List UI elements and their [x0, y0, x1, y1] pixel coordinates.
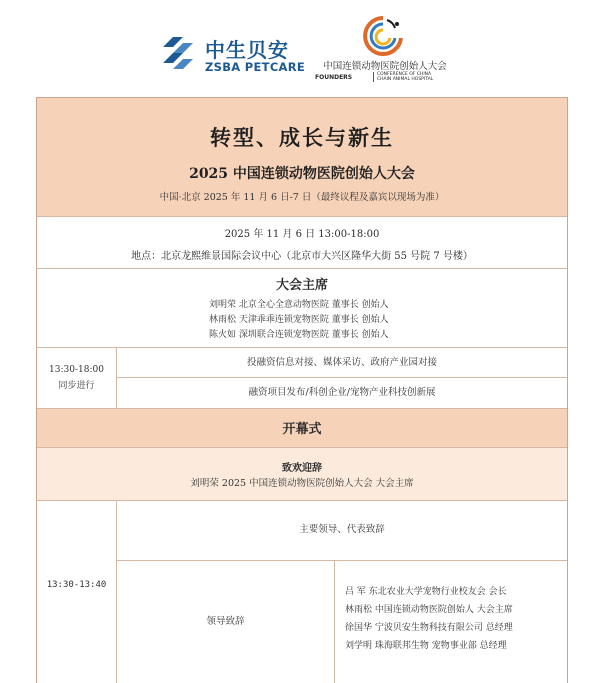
divider	[37, 408, 567, 409]
speaker-item: 徐国华 宁波贝安生物科技有限公司 总经理	[345, 623, 513, 633]
founders-sub-line2: CHAIN ANIMAL HOSPITAL	[377, 77, 434, 82]
main-title: 转型、成长与新生	[210, 125, 394, 150]
zsba-logo-en: ZSBA PETCARE	[205, 60, 306, 74]
chairs-list	[209, 298, 389, 343]
parallel-item: 融资项目发布/科创企业/宠物产业科技创新展	[248, 387, 436, 398]
opening-title: 开幕式	[282, 422, 322, 437]
welcome-speaker: 刘明荣 2025 中国连锁动物医院创始人大会 大会主席	[190, 478, 414, 489]
divider	[37, 216, 567, 217]
session-info	[37, 224, 567, 268]
zsba-logo	[163, 33, 313, 77]
chairs-title: 大会主席	[275, 278, 328, 293]
leaders-speaker-list	[345, 583, 513, 655]
welcome-title: 致欢迎辞	[282, 463, 322, 474]
chair-item: 陈火如 深圳联合连锁宠物医院 董事长 创始人	[209, 330, 389, 340]
leaders-guests: 主要领导、代表致辞	[299, 524, 385, 535]
founders-logo-sub	[373, 72, 433, 82]
conference-title: 2025 中国连锁动物医院创始人大会	[189, 166, 415, 182]
agenda-table	[36, 97, 568, 683]
founders-emblem-icon	[357, 14, 409, 58]
leaders-label: 领导致辞	[117, 561, 335, 683]
speaker-item: 刘学明 珠海联邦生物 宠物事业部 总经理	[345, 641, 507, 651]
divider	[37, 447, 567, 448]
speaker-item: 吕 军 东北农业大学宠物行业校友会 会长	[345, 587, 507, 597]
leaders-time: 13:30-13:40	[37, 500, 117, 683]
session-datetime: 2025 年 11 月 6 日 13:00-18:00	[224, 229, 380, 240]
founders-sub-line1: CONFERENCE OF CHINA	[377, 72, 432, 77]
parallel-time: 13:30-18:00	[49, 365, 104, 375]
parallel-item: 投融资信息对接、媒体采访、政府产业园对接	[246, 357, 437, 368]
chair-item: 林雨松 天津乖乖连锁宠物医院 董事长 创始人	[209, 315, 389, 325]
parallel-time-cell	[37, 348, 117, 408]
founders-logo	[315, 14, 455, 84]
zsba-logo-cn: 中生贝安	[205, 38, 289, 62]
divider	[37, 268, 567, 269]
logo-bar	[0, 0, 600, 90]
parallel-note: 同步进行	[58, 381, 95, 391]
session-venue: 地点：北京龙熙维景国际会议中心（北京市大兴区隆华大街 55 号院 7 号楼）	[131, 251, 473, 262]
zsba-emblem-icon	[163, 35, 197, 73]
founders-logo-en: FOUNDERS	[315, 74, 353, 81]
location-date: 中国·北京 2025 年 11 月 6 日-7 日（最终议程及嘉宾以现场为准）	[159, 192, 445, 203]
founders-logo-cn: 中国连锁动物医院创始人大会	[323, 61, 447, 72]
chair-item: 刘明荣 北京全心全意动物医院 董事长 创始人	[209, 300, 389, 310]
speaker-item: 林雨松 中国连锁动物医院创始人 大会主席	[345, 605, 513, 615]
